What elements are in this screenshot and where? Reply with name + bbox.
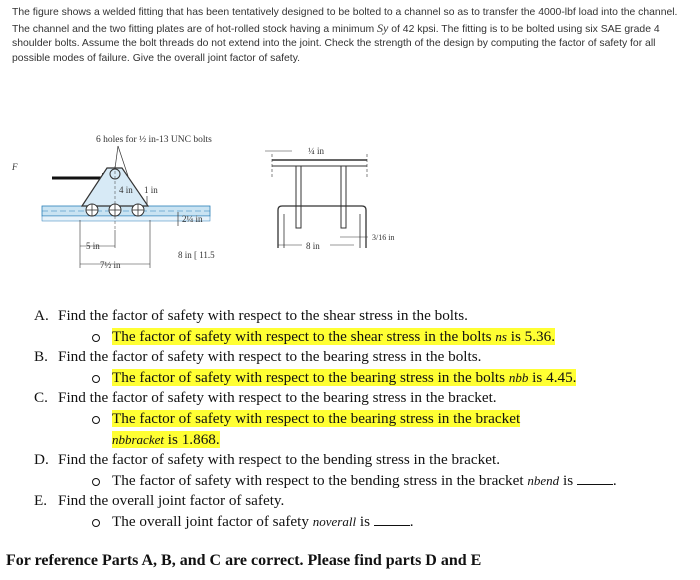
answer-value: is 4.45. [528,368,577,386]
dim-1in: 1 in [144,185,158,195]
question-letter: C. [34,389,48,407]
bullet-circle [92,416,100,424]
variable-nbb: nbb [508,369,529,385]
question-text: Find the overall joint factor of safety. [58,492,285,510]
channel-size-note: 8 in [ 11.5 [178,250,215,260]
sy-symbol: Sy [377,20,389,35]
answer-value: is 5.36. [506,327,556,345]
bullet-circle [92,519,100,527]
question-letter: A. [34,307,49,324]
answer-text: The factor of safety with respect to the bearing stress in the bolts [112,368,509,386]
answer-c [8,409,698,450]
intro-text-2: of 42 kpsi. The fitting is to be bolted using six SAE grade 4 shoulder bolts. Assume the bolt threads do not extend into the joint. Check the strength of the design by computing the factor of safety for all possible modes of failure. Give the overall joint factor of safety. [12,23,660,64]
dim-5in: 5 in [86,241,100,251]
question-letter: D. [34,451,49,469]
answer-is: is [559,471,574,489]
answer-a [8,327,698,348]
bullet-circle [92,478,100,486]
question-b [8,347,698,368]
dim-14in: ¼ in [308,146,325,156]
question-c [8,388,698,409]
dim-7-12in: 7½ in [100,260,121,270]
bolt-symbols [86,204,144,216]
answer-is: is [356,512,370,530]
answer-b [8,368,698,389]
answer-text: The factor of safety with respect to the shear stress in the bolts [112,327,496,345]
variable-nbend: nbend [527,472,560,488]
welded-fitting-figure [10,118,610,298]
bullet-circle [92,375,100,383]
question-a [8,306,698,327]
question-text: Find the factor of safety with respect to the shear stress in the bolts. [58,307,468,324]
dim-2-14in: 2¼ in [182,214,203,224]
answer-text: The factor of safety with respect to the bending stress in the bracket [112,471,528,489]
question-letter: B. [34,348,48,366]
question-e [8,491,698,512]
question-list [8,306,698,533]
variable-ns: ns [495,328,507,344]
answer-value: is 1.868. [163,430,220,448]
dim-316in: 3/16 in [372,233,395,242]
problem-statement [12,6,692,66]
question-text: Find the factor of safety with respect to the bearing stress in the bracket. [58,389,497,407]
force-label: F [12,162,18,172]
answer-d: The factor of safety with respect to the bending stress in the bracket nbend is . [8,471,698,492]
question-text: Find the factor of safety with respect to the bending stress in the bracket. [58,451,500,469]
bullet-circle [92,334,100,342]
answer-blank[interactable] [374,513,410,526]
bolt-holes-note: 6 holes for ½ in-13 UNC bolts [96,135,212,145]
question-text: Find the factor of safety with respect to the bearing stress in the bolts. [58,348,482,366]
channel-end-view [272,154,367,248]
variable-nbbracket: nbbracket [112,431,164,447]
question-d [8,450,698,471]
variable-noverall: noverall [312,513,357,529]
dim-8in: 8 in [306,241,320,251]
reference-note: For reference Parts A, B, and C are correct. Please find parts D and E [6,552,482,569]
answer-e: The overall joint factor of safety noverall is . [8,512,698,533]
answer-text: The factor of safety with respect to the bearing stress in the bracket [112,409,521,427]
intro-text-1: The figure shows a welded fitting that has been tentatively designed to be bolted to a channel so as to transfer the 4000-lbf load into the channel. The channel and the two fitting plates are of hot-rolled stock having a minimum [12,7,678,35]
answer-text: The overall joint factor of safety [112,512,313,530]
answer-blank[interactable] [577,472,613,485]
dim-4in: 4 in [119,185,133,195]
question-letter: E. [34,492,48,510]
